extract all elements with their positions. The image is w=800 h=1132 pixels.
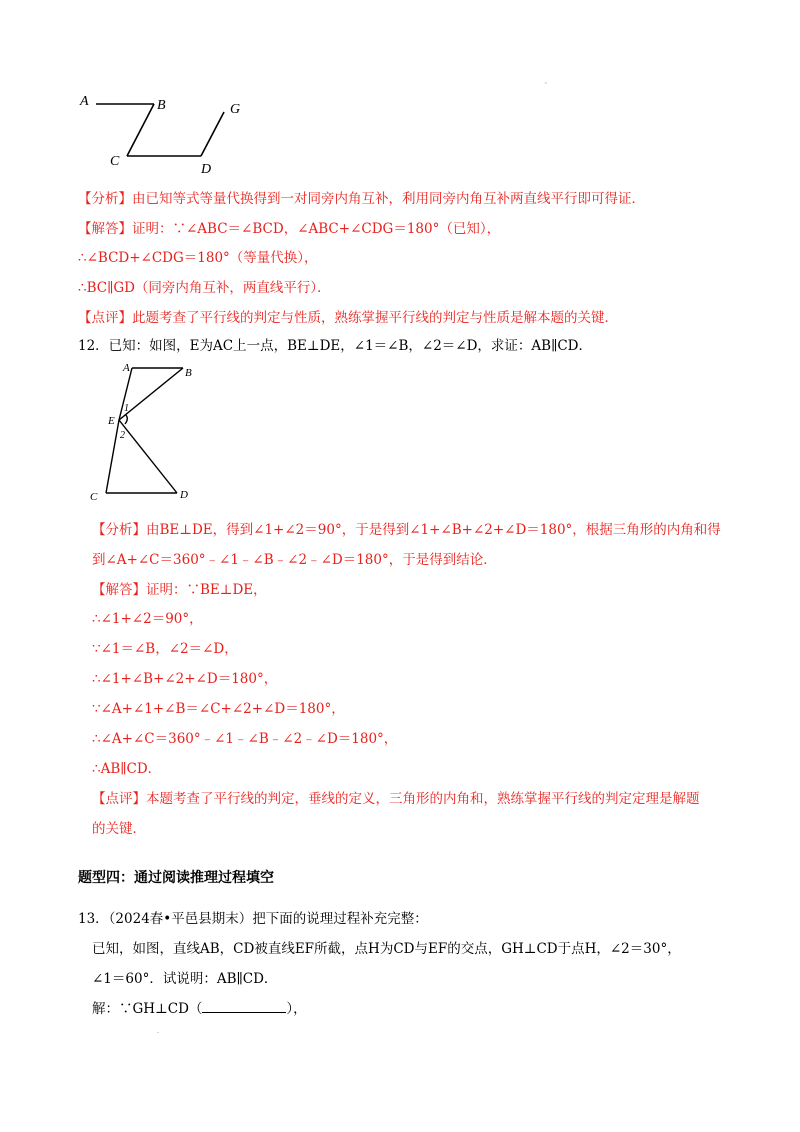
q12-stem: 12．已知：如图，E为AC上一点，BE⊥DE，∠1＝∠B，∠2＝∠D，求证：AB∥CD． — [78, 338, 592, 354]
q12-solution-line: ∴∠1+∠2＝90°， — [92, 611, 203, 627]
label-d: D — [180, 489, 188, 501]
label-b: B — [185, 367, 192, 379]
q12-comment-line: 【点评】本题考查了平行线的判定，垂线的定义，三角形的内角和，熟练掌握平行线的判定定理是解题 — [92, 791, 700, 807]
q12-solution-line: ∵∠A+∠1+∠B＝∠C+∠2+∠D＝180°， — [92, 701, 345, 717]
stray-mark: . — [157, 1028, 159, 1035]
q13-answer-blank[interactable] — [202, 1000, 286, 1013]
q11-analysis: 【分析】由已知等式等量代换得到一对同旁内角互补，利用同旁内角互补两直线平行即可得证． — [78, 191, 645, 207]
label-e: E — [108, 415, 115, 427]
q11-solution-line: ∴∠BCD+∠CDG＝180°（等量代换）， — [78, 250, 318, 266]
label-b: B — [157, 98, 166, 113]
label-c: C — [110, 154, 120, 169]
q12-solution-line: ∴∠1+∠B+∠2+∠D＝180°， — [92, 671, 278, 687]
q13-given-line: 已知，如图，直线AB，CD被直线EF所截，点H为CD与EF的交点，GH⊥CD于点H，∠2＝30°， — [92, 941, 681, 957]
q12-analysis-line: 到∠A+∠C＝360°﹣∠1﹣∠B﹣∠2﹣∠D＝180°，于是得到结论． — [92, 552, 497, 568]
q11-comment: 【点评】此题考查了平行线的判定与性质，熟练掌握平行线的判定与性质是解本题的关键． — [78, 310, 618, 326]
label-a: A — [80, 94, 89, 109]
label-g: G — [230, 102, 241, 117]
q12-solution-line: ∵∠1＝∠B，∠2＝∠D， — [92, 641, 238, 657]
q13-solution-prefix: 解：∵GH⊥CD（ — [92, 1001, 203, 1017]
q13-solution-line — [92, 1000, 307, 1018]
q12-solution-line: ∴AB∥CD． — [92, 761, 162, 777]
q12-comment-line: 的关键． — [92, 821, 146, 837]
q13-solution-suffix: ）， — [286, 1001, 307, 1017]
label-c: C — [90, 491, 98, 503]
label-d: D — [201, 162, 212, 177]
q12-solution-line: ∴∠A+∠C＝360°﹣∠1﹣∠B﹣∠2﹣∠D＝180°， — [92, 731, 398, 747]
angle-2-label: 2 — [120, 430, 125, 441]
q13-given-line: ∠1＝60°．试说明：AB∥CD． — [92, 971, 278, 987]
section-heading: 题型四：通过阅读推理过程填空 — [78, 870, 274, 886]
figure-parallel-lines — [70, 88, 260, 188]
stray-mark: ◦ — [544, 80, 548, 87]
label-a: A — [123, 362, 130, 374]
q11-solution-line: ∴BC∥GD（同旁内角互补，两直线平行）． — [78, 280, 331, 296]
angle-1-label: 1 — [124, 403, 129, 414]
q11-solution-line: 【解答】证明：∵∠ABC＝∠BCD，∠ABC+∠CDG＝180°（已知）， — [78, 221, 501, 237]
q12-solution-line: 【解答】证明：∵BE⊥DE， — [92, 582, 267, 598]
q12-analysis-line: 【分析】由BE⊥DE，得到∠1+∠2＝90°，于是得到∠1+∠B+∠2+∠D＝180°，根据三角形的内角和得 — [92, 522, 721, 538]
q13-stem: 13．（2024春•平邑县期末）把下面的说理过程补充完整： — [78, 911, 428, 927]
figure-triangles — [85, 360, 205, 505]
